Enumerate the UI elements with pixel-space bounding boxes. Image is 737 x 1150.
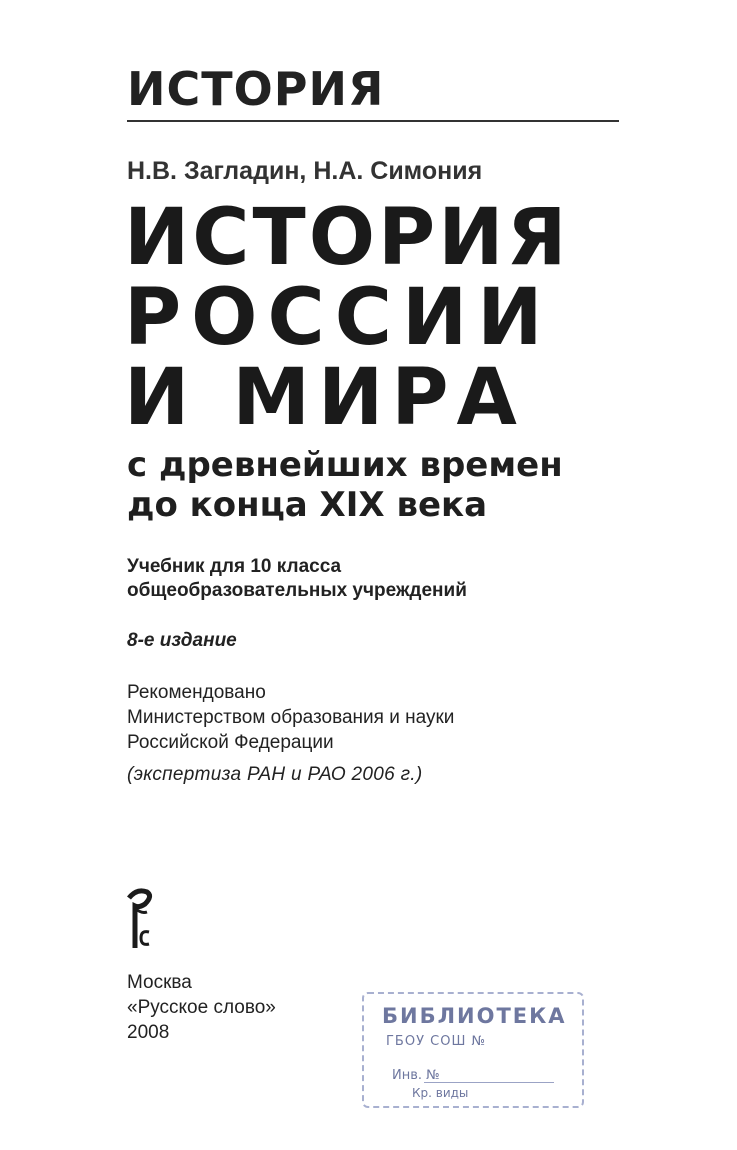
book-title xyxy=(124,193,570,443)
subtitle-line-1: с древнейших времен xyxy=(127,445,563,485)
subtitle-line-2: до конца XIX века xyxy=(127,485,488,525)
book-subtitle xyxy=(127,445,563,525)
recommendation-line-1: Рекомендовано xyxy=(127,682,266,703)
imprint-year: 2008 xyxy=(127,1022,170,1043)
expertise-note: (экспертиза РАН и РАО 2006 г.) xyxy=(127,764,423,785)
authors: Н.В. Загладин, Н.А. Симония xyxy=(127,157,483,185)
stamp-underline xyxy=(424,1082,554,1083)
publisher-logo-icon xyxy=(127,888,153,950)
recommendation-line-3: Российской Федерации xyxy=(127,732,334,753)
book-title-line-1: ИСТОРИЯ xyxy=(124,193,570,283)
textbook-line-2: общеобразовательных учреждений xyxy=(127,580,467,601)
stamp-line-2: ГБОУ СОШ № xyxy=(386,1034,486,1049)
series-title: ИСТОРИЯ xyxy=(127,62,385,116)
header-rule xyxy=(127,120,619,122)
book-title-line-3: И МИРА xyxy=(124,353,525,443)
edition-label: 8-е издание xyxy=(127,630,237,651)
library-stamp xyxy=(362,992,584,1108)
stamp-line-1: БИБЛИОТЕКА xyxy=(382,1004,567,1028)
stamp-line-3: Инв. № xyxy=(392,1068,440,1083)
imprint-city: Москва xyxy=(127,972,192,993)
recommendation-line-2: Министерством образования и науки xyxy=(127,707,455,728)
stamp-line-4: Кр. виды xyxy=(412,1086,469,1100)
recommendation xyxy=(127,680,454,755)
textbook-description xyxy=(127,555,467,603)
imprint-publisher: «Русское слово» xyxy=(127,997,276,1018)
imprint xyxy=(127,970,276,1045)
book-title-line-2: РОССИИ xyxy=(124,273,553,363)
textbook-line-1: Учебник для 10 класса xyxy=(127,556,342,577)
